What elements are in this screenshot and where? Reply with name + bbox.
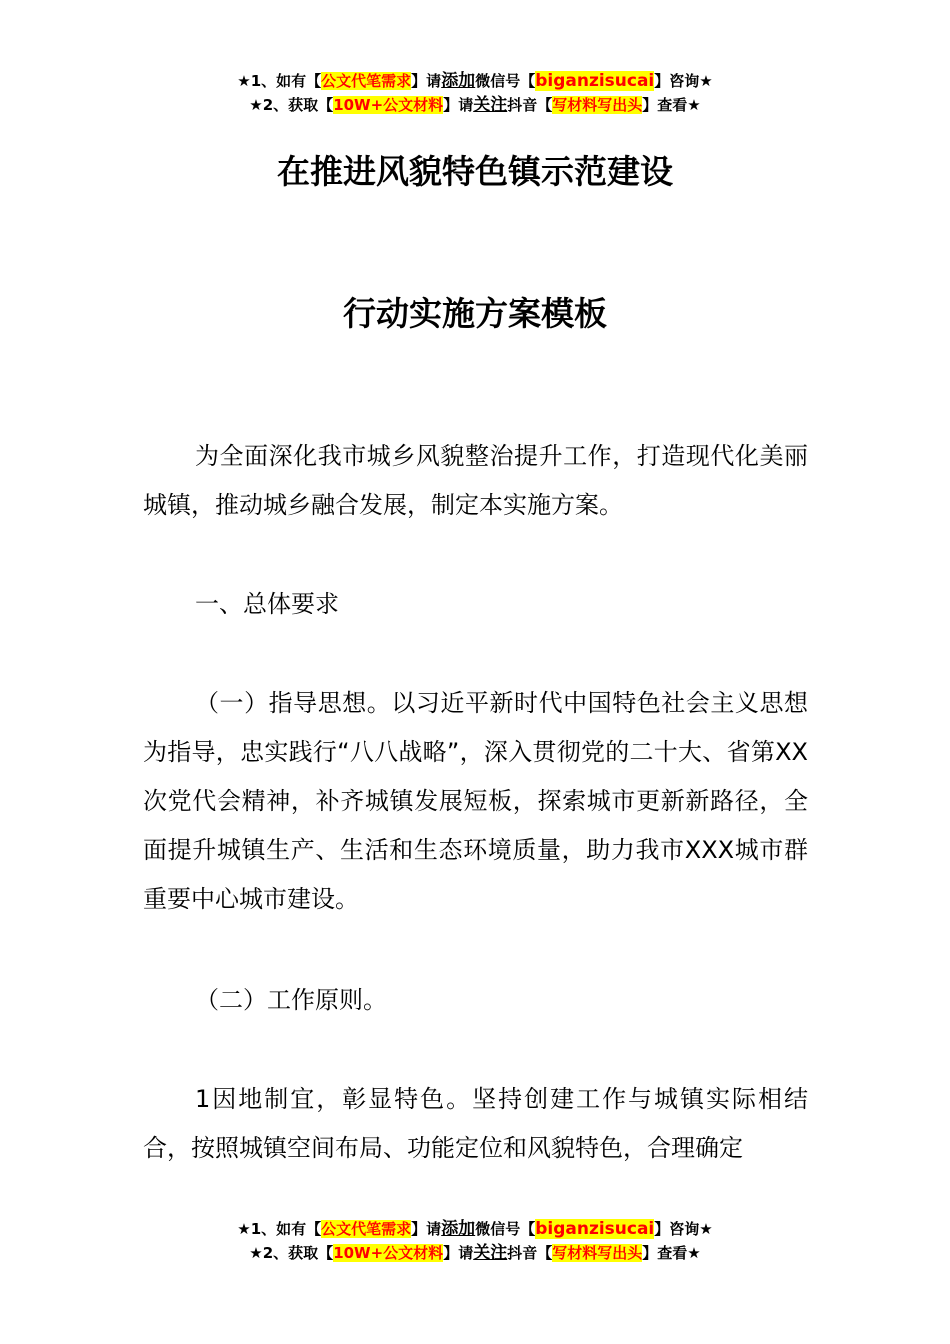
- banner-highlight: 10W+公文材料: [333, 1244, 444, 1262]
- banner-douyin-id: 写材料写出头: [552, 96, 643, 114]
- document-title-line-2: 行动实施方案模板: [343, 294, 607, 333]
- banner-wechat-id: biganzisucai: [535, 1219, 655, 1239]
- banner-highlight: 公文代笔需求: [321, 1220, 412, 1238]
- section-heading-1: 一、总体要求: [195, 590, 339, 618]
- banner-underline: 添加: [441, 1219, 476, 1239]
- bottom-banner: [0, 1217, 950, 1265]
- top-banner: [0, 69, 950, 117]
- guiding-ideology-paragraph: （一）指导思想。以习近平新时代中国特色社会主义思想为指导，忠实践行“八八战略”，深入贯彻党的二十大、省第XX次党代会精神，补齐城镇发展短板，探索城市更新新路径，全面提升城镇生产、生活和生态环境质量，助力我市XXX城市群重要中心城市建设。: [143, 689, 808, 913]
- banner-line-1: ★1、如有【公文代笔需求】请添加微信号【biganzisucai】咨询★: [237, 1219, 713, 1239]
- principles-heading: （二）工作原则。: [195, 986, 387, 1014]
- intro-paragraph: 为全面深化我市城乡风貌整治提升工作，打造现代化美丽城镇，推动城乡融合发展，制定本实施方案。: [143, 442, 808, 519]
- banner-underline: 关注: [473, 95, 508, 115]
- banner-line-2: ★2、获取【10W+公文材料】请关注抖音【写材料写出头】查看★: [249, 95, 701, 115]
- banner-line-1: ★1、如有【公文代笔需求】请添加微信号【biganzisucai】咨询★: [237, 71, 713, 91]
- banner-underline: 关注: [473, 1243, 508, 1263]
- banner-underline: 添加: [441, 71, 476, 91]
- principle-1-paragraph: 1因地制宜，彰显特色。坚持创建工作与城镇实际相结合，按照城镇空间布局、功能定位和风貌特色，合理确定: [143, 1085, 808, 1162]
- banner-highlight: 10W+公文材料: [333, 96, 444, 114]
- banner-line-2: ★2、获取【10W+公文材料】请关注抖音【写材料写出头】查看★: [249, 1243, 701, 1263]
- banner-highlight: 公文代笔需求: [321, 72, 412, 90]
- banner-douyin-id: 写材料写出头: [552, 1244, 643, 1262]
- document-title-line-1: 在推进风貌特色镇示范建设: [277, 152, 673, 191]
- banner-wechat-id: biganzisucai: [535, 71, 655, 91]
